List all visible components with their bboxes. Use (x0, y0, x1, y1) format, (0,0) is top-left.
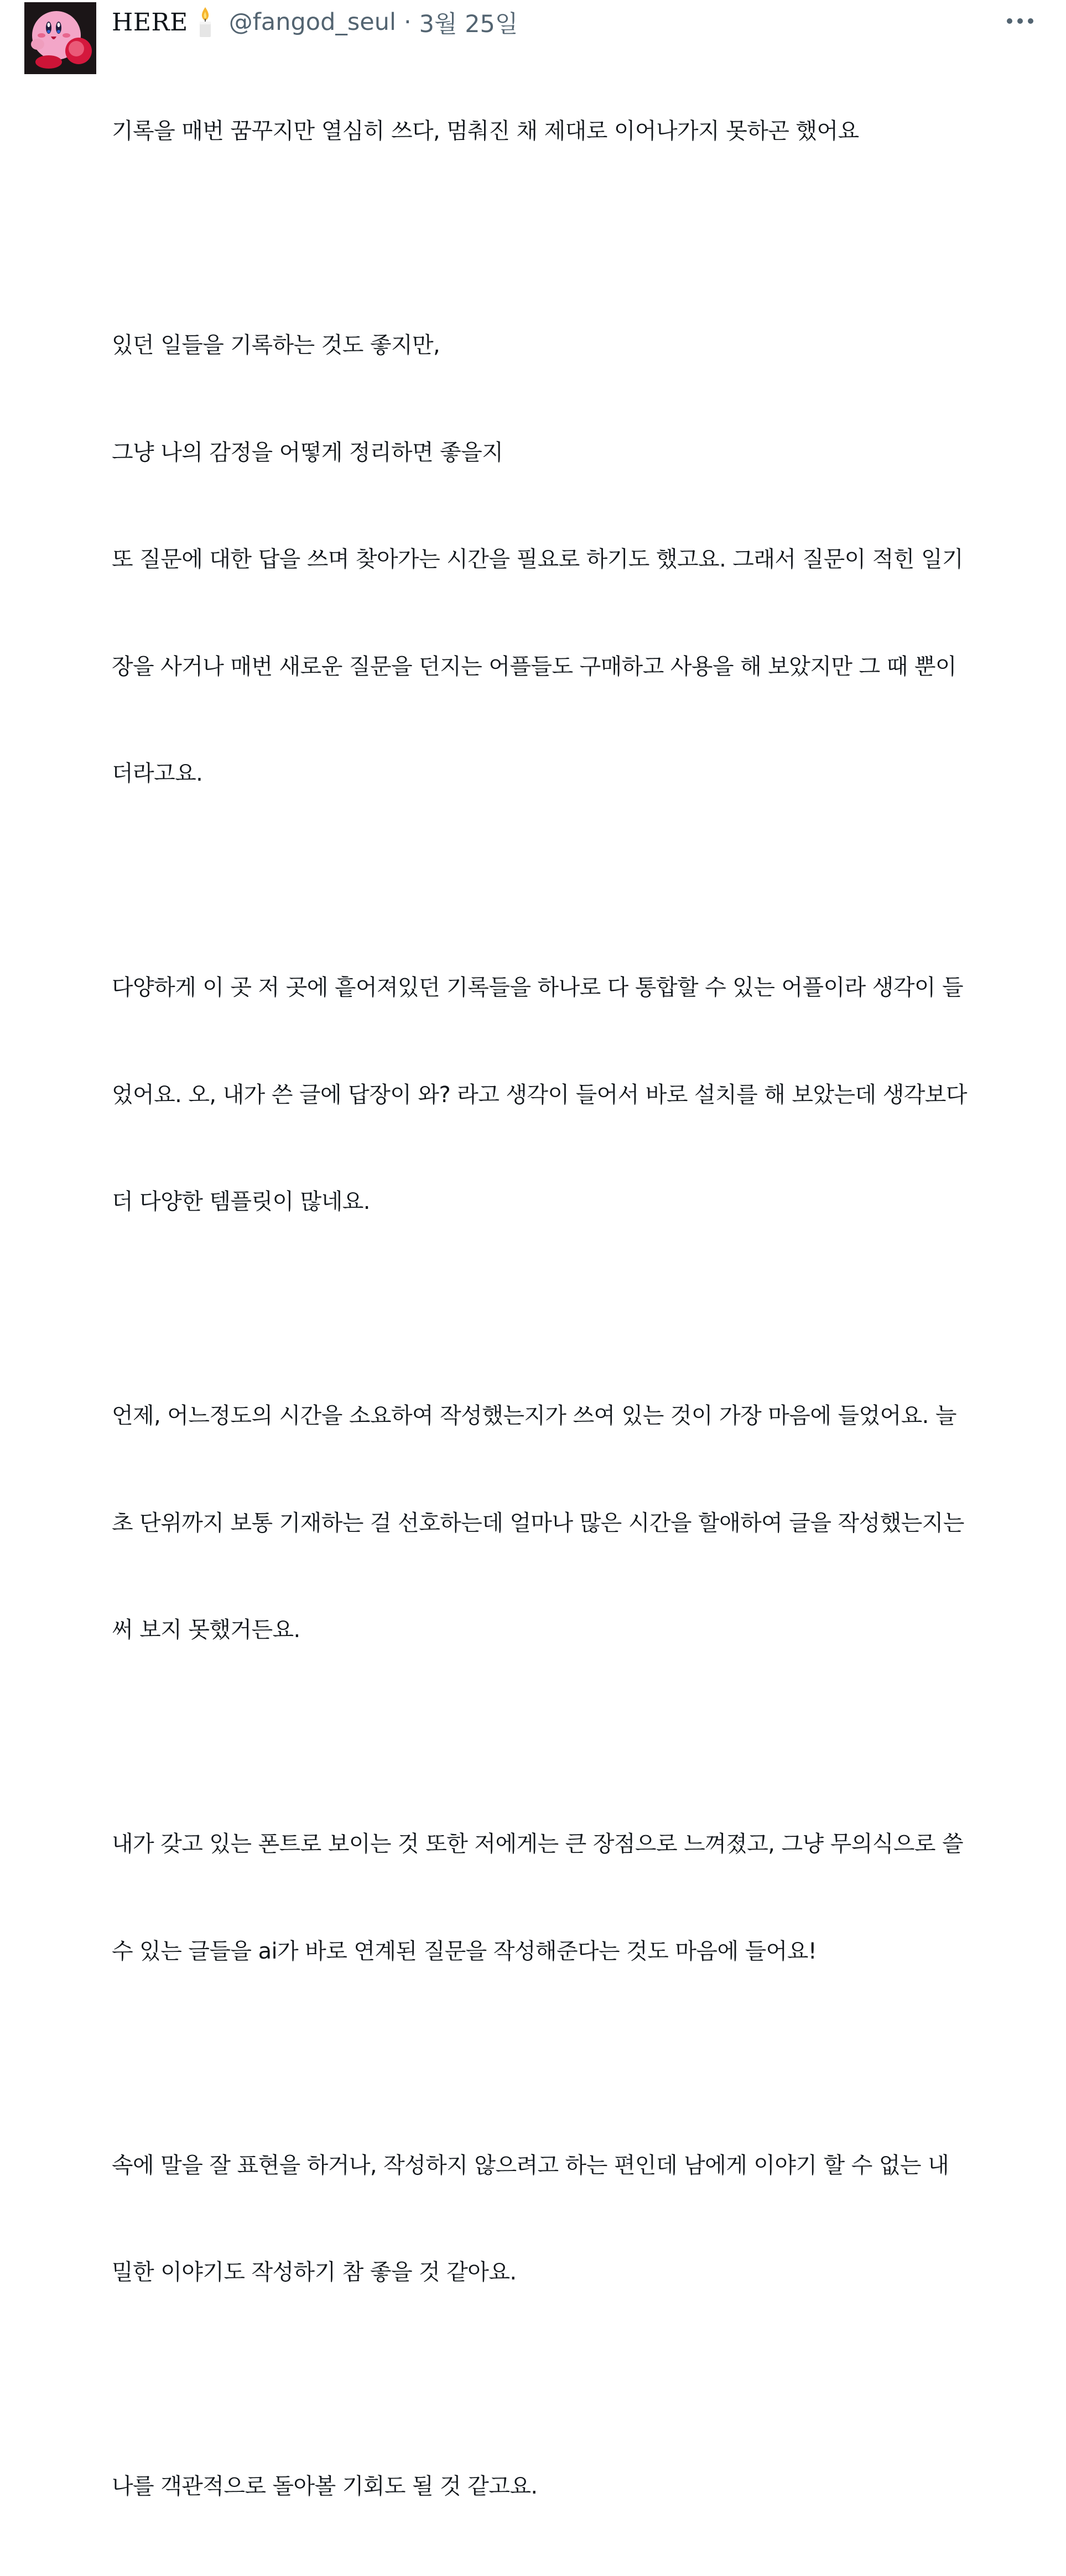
tweet-text-line: 더라고요. (112, 761, 203, 786)
tweet-text-line (112, 863, 1052, 899)
more-horizontal-icon[interactable] (1007, 11, 1033, 31)
dot (1028, 18, 1033, 24)
tweet-text-line: 초 단위까지 보통 기재하는 걸 선호하는데 얼마나 많은 시간을 할애하여 글을 작성했는지는 (112, 1510, 964, 1536)
tweet-header (112, 4, 518, 40)
tweet-text-line: 있던 일들을 기록하는 것도 좋지만, (112, 333, 440, 358)
tweet-text-line: 었어요. 오, 내가 쓴 글에 답장이 와? 라고 생각이 들어서 바로 설치를 해 보았는데 생각보다 (112, 1082, 967, 1108)
tweet-text-line: 기록을 매번 꿈꾸지만 열심히 쓰다, 멈춰진 채 제대로 이어나가지 못하곤 했어요 (112, 118, 859, 144)
candle-icon (195, 6, 216, 38)
tweet-text-line: 그냥 나의 감정을 어떻게 정리하면 좋을지 (112, 439, 503, 465)
dot (1017, 18, 1023, 24)
tweet-text-line (112, 2040, 1052, 2076)
tweet-text-line: 또 질문에 대한 답을 쓰며 찾아가는 시간을 필요로 하기도 했고요. 그래서 질문이 적힌 일기 (112, 547, 964, 572)
tweet-text-line (112, 1291, 1052, 1327)
display-name[interactable]: HERE (112, 8, 188, 37)
tweet-text-line: 속에 말을 잘 표현을 하거나, 작성하지 않으려고 하는 편인데 남에게 이야기 할 수 없는 내 (112, 2152, 949, 2178)
tweet-text-line: 다양하게 이 곳 저 곳에 흩어져있던 기록들을 하나로 다 통합할 수 있는 어플이라 생각이 들 (112, 975, 964, 1000)
tweet-text-line: 장을 사거나 매번 새로운 질문을 던지는 어플들도 구매하고 사용을 해 보았지만 그 때 뿐이 (112, 653, 956, 679)
tweet-text-line: 언제, 어느정도의 시간을 소요하여 작성했는지가 쓰여 있는 것이 가장 마음에 들었어요. 늘 (112, 1403, 956, 1429)
tweet-text-line: 밀한 이야기도 작성하기 참 좋을 것 같아요. (112, 2260, 517, 2285)
tweet-date[interactable]: 3월 25일 (419, 10, 518, 38)
tweet-text-line (112, 2362, 1052, 2398)
kirby-avatar-icon (24, 2, 96, 74)
tweet-text-line: 써 보지 못했거든요. (112, 1617, 300, 1643)
tweet-text-line (112, 221, 1052, 257)
avatar[interactable] (24, 2, 96, 74)
tweet-text (112, 42, 1052, 2576)
tweet-text-line (112, 1720, 1052, 1756)
user-handle[interactable]: @fangod_seul (228, 8, 396, 36)
tweet-text-line: 더 다양한 템플릿이 많네요. (112, 1189, 370, 1214)
tweet-text-line: 내가 갖고 있는 폰트로 보이는 것 또한 저에게는 큰 장점으로 느껴졌고, 그냥 무의식으로 쓸 (112, 1831, 964, 1857)
tweet-text-line: 나를 객관적으로 돌아볼 기회도 될 것 같고요. (112, 2474, 538, 2499)
separator-dot: · (403, 8, 412, 36)
dot (1007, 18, 1012, 24)
tweet-text-line: 수 있는 글들을 ai가 바로 연계된 질문을 작성해준다는 것도 마음에 들어요! (112, 1938, 817, 1964)
